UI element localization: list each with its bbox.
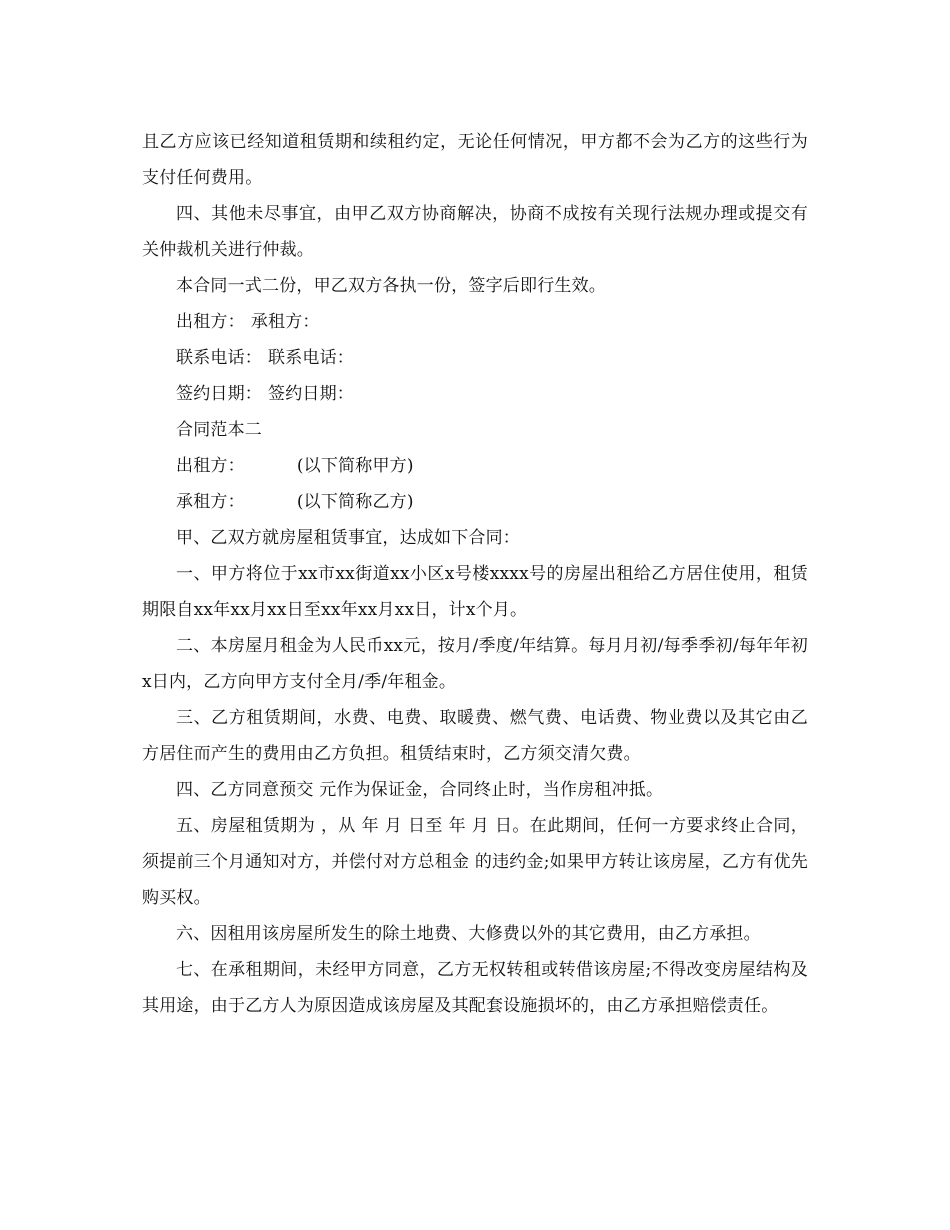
party-lessor (142, 448, 808, 484)
clause-4-deposit: 四、乙方同意预交 元作为保证金，合同终止时，当作房租冲抵。 (176, 780, 664, 800)
party-lessee-label: 承租方： (176, 492, 245, 512)
sign-lessor-label: 出租方： (176, 312, 245, 332)
clause-2-rent: 二、本房屋月租金为人民币xx元，按月/季度/年结算。每月月初/每季季初/每年年初x日内，乙方向甲方支付全月/季/年租金。 (142, 636, 808, 692)
sign-line-date (142, 376, 808, 412)
party-lessee-note: (以下简称乙方) (296, 492, 414, 512)
clause-7-sublet: 七、在承租期间，未经甲方同意，乙方无权转租或转借该房屋;不得改变房屋结构及其用途，由于乙方人为原因造成该房屋及其配套设施损坏的，由乙方承担赔偿责任。 (142, 960, 808, 1016)
sign-lessor-date-label: 签约日期： (176, 384, 262, 404)
sign-line-phone (142, 340, 808, 376)
clause-6-costs: 六、因租用该房屋所发生的除土地费、大修费以外的其它费用，由乙方承担。 (176, 924, 761, 944)
sign-lessee-label: 承租方： (250, 312, 320, 332)
clause-3-fees: 三、乙方租赁期间，水费、电费、取暖费、燃气费、电话费、物业费以及其它由乙方居住而产生的费用由乙方负担。租赁结束时，乙方须交清欠费。 (142, 708, 808, 764)
party-lessor-label: 出租方： (176, 456, 245, 476)
party-lessee (142, 484, 808, 520)
sign-lessee-phone-label: 联系电话： (268, 348, 354, 368)
sign-line-party (142, 304, 808, 340)
sign-lessee-date-label: 签约日期： (268, 384, 354, 404)
paragraph-continuation: 且乙方应该已经知道租赁期和续租约定，无论任何情况，甲方都不会为乙方的这些行为支付任何费用。 (142, 132, 808, 188)
party-lessor-note: (以下简称甲方) (296, 456, 414, 476)
clause-1-location: 一、甲方将位于xx市xx街道xx小区x号楼xxxx号的房屋出租给乙方居住使用，租赁期限自xx年xx月xx日至xx年xx月xx日，计x个月。 (142, 564, 808, 620)
section-title: 合同范本二 (176, 420, 262, 440)
paragraph-copies: 本合同一式二份，甲乙双方各执一份，签字后即行生效。 (176, 276, 606, 296)
document-body (142, 124, 808, 1024)
paragraph-clause-4-misc: 四、其他未尽事宜，由甲乙双方协商解决，协商不成按有关现行法规办理或提交有关仲裁机关进行仲裁。 (142, 204, 808, 260)
sign-lessor-phone-label: 联系电话： (176, 348, 262, 368)
clause-5-term: 五、房屋租赁期为 ，从 年 月 日至 年 月 日。在此期间，任何一方要求终止合同，须提前三个月通知对方，并偿付对方总租金 的违约金;如果甲方转让该房屋，乙方有优先购买权。 (142, 816, 808, 908)
clause-intro: 甲、乙双方就房屋租赁事宜，达成如下合同： (176, 528, 520, 548)
